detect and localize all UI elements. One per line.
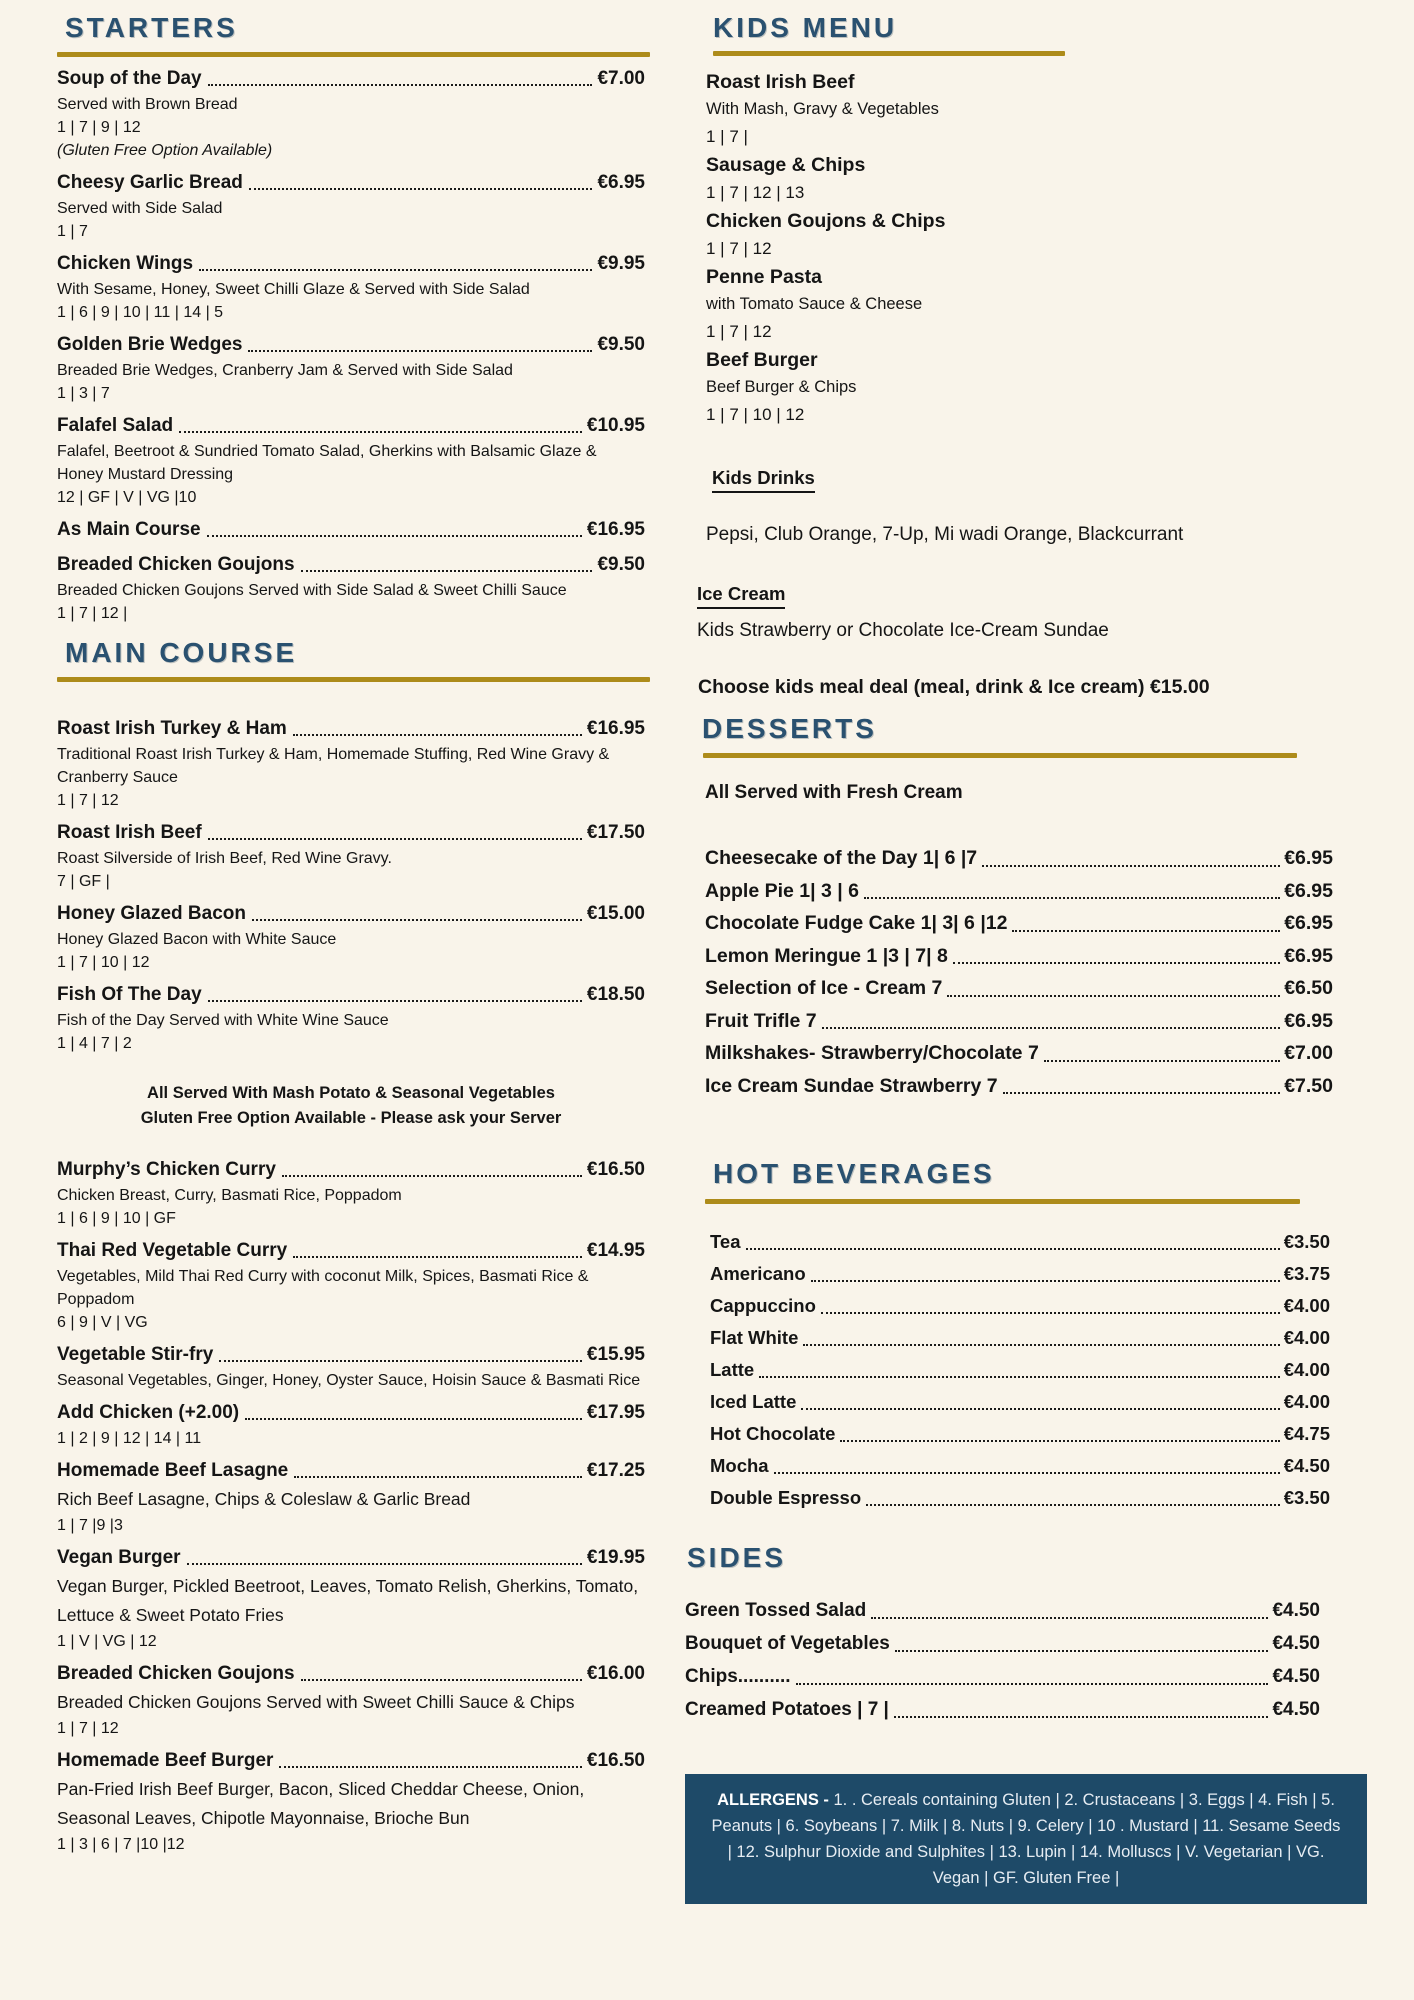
menu-item-line: [57, 1340, 645, 1369]
side-item: [685, 1627, 1320, 1660]
item-name: Green Tossed Salad: [685, 1600, 867, 1621]
item-name: Iced Latte: [710, 1391, 797, 1412]
menu-item-line: [57, 249, 645, 278]
dotted-leader: [219, 1360, 582, 1362]
item-name: Breaded Chicken Goujons: [57, 1663, 295, 1684]
beverage-item: [710, 1354, 1330, 1386]
kids-menu-gold-divider: [713, 51, 1065, 56]
item-name: Apple Pie 1| 3 | 6: [705, 879, 859, 902]
dotted-leader: [279, 1766, 581, 1768]
hot-beverages-gold-divider: [705, 1199, 1300, 1204]
allergens-label: ALLERGENS -: [717, 1791, 829, 1809]
kids-menu-item: [706, 152, 1367, 206]
item-allergens: 12 | GF | V | VG |10: [57, 489, 197, 506]
item-description: Chicken Breast, Curry, Basmati Rice, Poppadom: [57, 1187, 402, 1204]
item-note: (Gluten Free Option Available): [57, 142, 273, 159]
item-allergens: 1 | 7 | 12: [706, 239, 772, 258]
menu-item-line: [57, 1236, 645, 1265]
item-description: Seasonal Vegetables, Ginger, Honey, Oyster Sauce, Hoisin Sauce & Basmati Rice: [57, 1372, 641, 1389]
dotted-leader: [207, 535, 582, 537]
menu-item-line: [57, 980, 645, 1009]
item-description: With Sesame, Honey, Sweet Chilli Glaze & Served with Side Salad: [57, 281, 530, 298]
side-item: [685, 1594, 1320, 1627]
menu-item-line: [57, 714, 645, 743]
item-allergens: 1 | 3 | 6 | 7 |10 |12: [57, 1836, 185, 1853]
menu-item: [57, 1543, 645, 1653]
item-description: Beef Burger & Chips: [706, 378, 857, 396]
item-price: €7.00: [597, 68, 645, 89]
item-name: Soup of the Day: [57, 68, 202, 89]
item-name: Sausage & Chips: [706, 154, 866, 176]
menu-item: [57, 1398, 645, 1450]
item-name: Beef Burger: [706, 349, 818, 371]
dotted-leader: [803, 1344, 1279, 1346]
item-name: Fruit Trifle 7: [705, 1009, 817, 1032]
menu-item-line: [57, 411, 645, 440]
item-name: Vegetable Stir-fry: [57, 1344, 214, 1365]
item-price: €3.50: [1283, 1231, 1330, 1252]
dotted-leader: [1003, 1092, 1281, 1094]
main-course-notes: [57, 1081, 645, 1131]
item-name: Chicken Goujons & Chips: [706, 210, 946, 232]
dotted-leader: [811, 1280, 1280, 1282]
item-name: Chocolate Fudge Cake 1| 3| 6 |12: [705, 912, 1008, 934]
item-price: €10.95: [586, 415, 645, 436]
dotted-leader: [252, 919, 582, 921]
item-description: Falafel, Beetroot & Sundried Tomato Salad, Gherkins with Balsamic Glaze & Honey Mustard Dressing: [57, 443, 597, 483]
item-price: €16.00: [586, 1663, 645, 1684]
item-name: Double Espresso: [710, 1487, 862, 1508]
item-allergens: 1 | 7 | 10 | 12: [706, 405, 805, 424]
item-allergens: 1 | 3 | 7: [57, 385, 110, 402]
item-description: Breaded Chicken Goujons Served with Sweet Chilli Sauce & Chips: [57, 1692, 575, 1712]
item-description: Breaded Brie Wedges, Cranberry Jam & Served with Side Salad: [57, 362, 513, 379]
section-main-course: [57, 637, 645, 1856]
item-price: €3.75: [1283, 1263, 1330, 1284]
menu-item-line: [57, 818, 645, 847]
dessert-item: [705, 1070, 1333, 1103]
dotted-leader: [895, 1650, 1269, 1652]
item-name: Murphy’s Chicken Curry: [57, 1159, 276, 1180]
item-price: €6.50: [1284, 977, 1333, 999]
kids-menu-item: [706, 264, 1367, 345]
item-name: Latte: [710, 1359, 755, 1380]
item-price: €7.50: [1284, 1074, 1333, 1097]
hot-beverages-items: [710, 1226, 1330, 1514]
kids-meal-deal-text: Choose kids meal deal (meal, drink & Ice cream): [698, 676, 1145, 698]
dessert-item: [705, 1005, 1333, 1038]
kids-menu-items: [685, 69, 1367, 428]
item-description: Roast Silverside of Irish Beef, Red Wine Gravy.: [57, 850, 392, 867]
dotted-leader: [796, 1683, 1269, 1685]
menu-item-line: [57, 1155, 645, 1184]
item-name: Americano: [710, 1263, 806, 1284]
item-description: Served with Side Salad: [57, 200, 223, 217]
item-description: Pan-Fried Irish Beef Burger, Bacon, Sliced Cheddar Cheese, Onion, Seasonal Leaves, Chipotle Mayonnaise, Brioche Bun: [57, 1779, 585, 1828]
item-description: Honey Glazed Bacon with White Sauce: [57, 931, 337, 948]
dotted-leader: [746, 1248, 1280, 1250]
dotted-leader: [245, 1418, 582, 1420]
item-price: €4.50: [1272, 1633, 1320, 1654]
menu-item-line: [57, 168, 645, 197]
item-price: €4.00: [1283, 1327, 1330, 1348]
item-description: Traditional Roast Irish Turkey & Ham, Homemade Stuffing, Red Wine Gravy & Cranberry Sauce: [57, 746, 610, 786]
item-allergens: 1 | 7 | 12: [706, 322, 772, 341]
item-price: €15.00: [586, 903, 645, 924]
item-price: €17.25: [586, 1460, 645, 1481]
menu-item: [57, 515, 645, 544]
side-item: [685, 1660, 1320, 1693]
dotted-leader: [208, 1000, 582, 1002]
right-column: [685, 0, 1367, 1904]
dotted-leader: [840, 1440, 1279, 1442]
note-gluten-free: Gluten Free Option Available - Please ask your Server: [140, 1109, 562, 1127]
menu-item-line: [57, 899, 645, 928]
beverage-item: [710, 1450, 1330, 1482]
dotted-leader: [282, 1175, 582, 1177]
item-allergens: 1 | 7 |: [706, 127, 748, 146]
desserts-intro: All Served with Fresh Cream: [705, 782, 963, 803]
item-price: €6.95: [597, 172, 645, 193]
dessert-item: [705, 972, 1333, 1005]
left-column: [57, 0, 645, 1862]
item-price: €4.50: [1272, 1600, 1320, 1621]
item-price: €4.00: [1283, 1295, 1330, 1316]
menu-item: [57, 1236, 645, 1334]
menu-item: [57, 249, 645, 324]
dotted-leader: [822, 1027, 1281, 1029]
item-name: Tea: [710, 1231, 741, 1252]
menu-item: [57, 330, 645, 405]
item-price: €9.50: [597, 554, 645, 575]
item-name: Bouquet of Vegetables: [685, 1633, 890, 1654]
item-name: Cappuccino: [710, 1295, 816, 1316]
item-name: Honey Glazed Bacon: [57, 903, 246, 924]
item-name: Falafel Salad: [57, 415, 174, 436]
item-name: Thai Red Vegetable Curry: [57, 1240, 288, 1261]
menu-item-line: [57, 550, 645, 579]
side-item: [685, 1693, 1320, 1726]
section-sides: [685, 1542, 1367, 1726]
dotted-leader: [294, 1476, 582, 1478]
item-name: Mocha: [710, 1455, 769, 1476]
item-allergens: 1 | 6 | 9 | 10 | 11 | 14 | 5: [57, 304, 224, 321]
item-allergens: 1 | V | VG | 12: [57, 1633, 157, 1650]
menu-item: [57, 980, 645, 1055]
item-description: with Tomato Sauce & Cheese: [706, 295, 923, 313]
item-allergens: 1 | 7 | 10 | 12: [57, 954, 150, 971]
dotted-leader: [248, 350, 592, 352]
item-price: €16.50: [586, 1750, 645, 1771]
item-name: Cheesy Garlic Bread: [57, 172, 243, 193]
menu-item: [57, 168, 645, 243]
dotted-leader: [179, 431, 582, 433]
section-hot-beverages: [685, 1158, 1367, 1514]
starters-title: STARTERS: [65, 12, 238, 43]
dotted-leader: [774, 1472, 1280, 1474]
dessert-item: [705, 842, 1333, 875]
menu-item-line: [57, 1398, 645, 1427]
kids-menu-item: [706, 208, 1367, 262]
main-course-items-top: [57, 714, 645, 1055]
item-price: €4.00: [1283, 1391, 1330, 1412]
item-price: €15.95: [586, 1344, 645, 1365]
main-course-title: MAIN COURSE: [65, 637, 298, 668]
menu-item-line: [57, 1659, 645, 1688]
section-kids-menu: [685, 12, 1367, 701]
item-allergens: 1 | 7 | 12 |: [57, 605, 128, 622]
item-name: Cheesecake of the Day 1| 6 |7: [705, 847, 978, 869]
desserts-title: DESSERTS: [702, 713, 877, 744]
dessert-item: [705, 940, 1333, 973]
item-name: Lemon Meringue 1 |3 | 7| 8: [705, 944, 948, 967]
item-name: As Main Course: [57, 519, 201, 540]
allergens-legend: [685, 1774, 1367, 1904]
kids-drinks-list: Pepsi, Club Orange, 7-Up, Mi wadi Orange, Blackcurrant: [706, 524, 1184, 545]
item-price: €4.50: [1272, 1699, 1320, 1720]
item-price: €3.50: [1283, 1487, 1330, 1508]
item-name: Roast Irish Turkey & Ham: [57, 718, 287, 739]
item-price: €4.50: [1272, 1666, 1320, 1687]
beverage-item: [710, 1418, 1330, 1450]
dotted-leader: [866, 1504, 1280, 1506]
menu-item: [57, 899, 645, 974]
item-allergens: 1 | 7 |9 |3: [57, 1517, 123, 1534]
menu-item: [57, 411, 645, 509]
item-description: Vegan Burger, Pickled Beetroot, Leaves, Tomato Relish, Gherkins, Tomato, Lettuce & Sweet Potato Fries: [57, 1576, 639, 1625]
starters-items: [57, 64, 645, 625]
item-name: Roast Irish Beef: [57, 822, 202, 843]
item-name: Ice Cream Sundae Strawberry 7: [705, 1074, 998, 1097]
item-price: €6.95: [1284, 1009, 1333, 1032]
item-name: Selection of Ice - Cream 7: [705, 977, 943, 999]
beverage-item: [710, 1386, 1330, 1418]
menu-item-line: [57, 515, 645, 544]
dotted-leader: [871, 1617, 1268, 1619]
starters-gold-divider: [57, 52, 650, 57]
dotted-leader: [208, 84, 593, 86]
main-course-gold-divider: [57, 677, 650, 682]
kids-meal-deal-price: €15.00: [1149, 676, 1210, 698]
beverage-item: [710, 1226, 1330, 1258]
note-all-served: All Served With Mash Potato & Seasonal Vegetables: [147, 1084, 555, 1102]
item-price: €6.95: [1284, 847, 1333, 869]
beverage-item: [710, 1290, 1330, 1322]
item-name: Breaded Chicken Goujons: [57, 554, 295, 575]
menu-item: [57, 714, 645, 812]
item-description: Breaded Chicken Goujons Served with Side Salad & Sweet Chilli Sauce: [57, 582, 567, 599]
desserts-gold-divider: [703, 753, 1297, 758]
beverage-item: [710, 1322, 1330, 1354]
item-name: Homemade Beef Lasagne: [57, 1460, 289, 1481]
dotted-leader: [982, 865, 1280, 867]
dessert-item: [705, 1037, 1333, 1070]
dotted-leader: [759, 1376, 1280, 1378]
item-name: Roast Irish Beef: [706, 71, 855, 93]
item-price: €6.95: [1284, 879, 1333, 902]
beverage-item: [710, 1258, 1330, 1290]
item-allergens: 1 | 4 | 7 | 2: [57, 1035, 132, 1052]
item-allergens: 1 | 7 | 12: [57, 792, 119, 809]
item-name: Golden Brie Wedges: [57, 334, 243, 355]
item-price: €16.50: [586, 1159, 645, 1180]
menu-item: [57, 1456, 645, 1537]
item-price: €16.95: [586, 519, 645, 540]
menu-item-line: [57, 1746, 645, 1775]
item-price: €4.00: [1283, 1359, 1330, 1380]
item-name: Homemade Beef Burger: [57, 1750, 274, 1771]
item-price: €6.95: [1284, 944, 1333, 967]
dotted-leader: [1044, 1060, 1280, 1062]
item-description: Rich Beef Lasagne, Chips & Coleslaw & Garlic Bread: [57, 1489, 471, 1509]
item-name: Hot Chocolate: [710, 1423, 836, 1444]
kids-drinks-heading-row: [712, 464, 1367, 493]
item-allergens: 1 | 7 | 9 | 12: [57, 119, 141, 136]
item-name: Milkshakes- Strawberry/Chocolate 7: [705, 1042, 1039, 1064]
item-name: Fish Of The Day: [57, 984, 202, 1005]
kids-icecream-heading-row: [697, 580, 1367, 609]
dotted-leader: [293, 734, 582, 736]
menu-item: [57, 818, 645, 893]
item-price: €19.95: [586, 1547, 645, 1568]
item-price: €16.95: [586, 718, 645, 739]
kids-icecream-heading: Ice Cream: [697, 580, 785, 609]
kids-menu-title: KIDS MENU: [713, 12, 898, 43]
desserts-items: [705, 842, 1333, 1102]
sides-items: [685, 1594, 1320, 1726]
menu-item: [57, 550, 645, 625]
kids-icecream-description: Kids Strawberry or Chocolate Ice-Cream Sundae: [697, 620, 1109, 641]
item-price: €14.95: [586, 1240, 645, 1261]
item-allergens: 1 | 6 | 9 | 10 | GF: [57, 1210, 176, 1227]
item-name: Penne Pasta: [706, 266, 822, 288]
dotted-leader: [208, 838, 582, 840]
item-allergens: 1 | 2 | 9 | 12 | 14 | 11: [57, 1430, 202, 1447]
dotted-leader: [293, 1256, 582, 1258]
item-description: Vegetables, Mild Thai Red Curry with coconut Milk, Spices, Basmati Rice & Poppadom: [57, 1268, 589, 1308]
allergens-text: 1. . Cereals containing Gluten | 2. Crustaceans | 3. Eggs | 4. Fish | 5. Peanuts | 6. Soybeans | 7. Milk | 8. Nuts | 9. Celery | 10 . Mustard | 11. Sesame Seeds | 12. Sulphur Dioxide and Sulphites | 13. Lupin | 14. Molluscs | V. Vegetarian | VG. Vegan | GF. Gluten Free |: [711, 1791, 1341, 1887]
item-name: Flat White: [710, 1327, 799, 1348]
menu-item: [57, 1659, 645, 1740]
item-price: €17.50: [586, 822, 645, 843]
item-price: €4.50: [1283, 1455, 1330, 1476]
menu-item: [57, 1746, 645, 1856]
item-price: €7.00: [1284, 1042, 1333, 1064]
menu-item: [57, 64, 645, 162]
item-allergens: 1 | 7 | 12 | 13: [706, 183, 805, 202]
item-price: €4.75: [1283, 1423, 1330, 1444]
menu-item-line: [57, 64, 645, 93]
dotted-leader: [249, 188, 593, 190]
kids-meal-deal: [698, 674, 1367, 701]
dotted-leader: [947, 995, 1280, 997]
item-price: €9.50: [597, 334, 645, 355]
main-course-items-bottom: [57, 1155, 645, 1856]
item-name: Creamed Potatoes | 7 |: [685, 1699, 889, 1720]
section-desserts: [685, 713, 1367, 1102]
item-description: Fish of the Day Served with White Wine Sauce: [57, 1012, 389, 1029]
dotted-leader: [199, 269, 592, 271]
item-description: With Mash, Gravy & Vegetables: [706, 100, 939, 118]
section-starters: [57, 12, 645, 625]
dessert-item: [705, 907, 1333, 940]
sides-title: SIDES: [687, 1542, 787, 1573]
dotted-leader: [864, 897, 1280, 899]
menu-item-line: [57, 1543, 645, 1572]
menu-item-line: [57, 1456, 645, 1485]
dotted-leader: [821, 1312, 1280, 1314]
kids-menu-item: [706, 347, 1367, 428]
item-name: Chips..........: [685, 1666, 791, 1687]
dotted-leader: [953, 962, 1280, 964]
item-name: Add Chicken (+2.00): [57, 1402, 240, 1423]
item-name: Chicken Wings: [57, 253, 194, 274]
item-price: €9.95: [597, 253, 645, 274]
dessert-item: [705, 875, 1333, 908]
dotted-leader: [301, 1679, 582, 1681]
item-allergens: 7 | GF |: [57, 873, 110, 890]
kids-drinks-heading: Kids Drinks: [712, 464, 815, 493]
dotted-leader: [894, 1716, 1269, 1718]
item-name: Vegan Burger: [57, 1547, 181, 1568]
item-description: Served with Brown Bread: [57, 96, 238, 113]
item-allergens: 1 | 7 | 12: [57, 1720, 119, 1737]
kids-menu-item: [706, 69, 1367, 150]
item-allergens: 6 | 9 | V | VG: [57, 1314, 148, 1331]
item-price: €6.95: [1284, 912, 1333, 934]
dotted-leader: [1012, 930, 1280, 932]
dotted-leader: [301, 570, 593, 572]
item-price: €17.95: [586, 1402, 645, 1423]
beverage-item: [710, 1482, 1330, 1514]
hot-beverages-title: HOT BEVERAGES: [713, 1158, 995, 1189]
menu-item: [57, 1340, 645, 1392]
item-price: €18.50: [586, 984, 645, 1005]
item-allergens: 1 | 7: [57, 223, 88, 240]
dotted-leader: [187, 1563, 582, 1565]
menu-item-line: [57, 330, 645, 359]
dotted-leader: [801, 1408, 1279, 1410]
menu-item: [57, 1155, 645, 1230]
